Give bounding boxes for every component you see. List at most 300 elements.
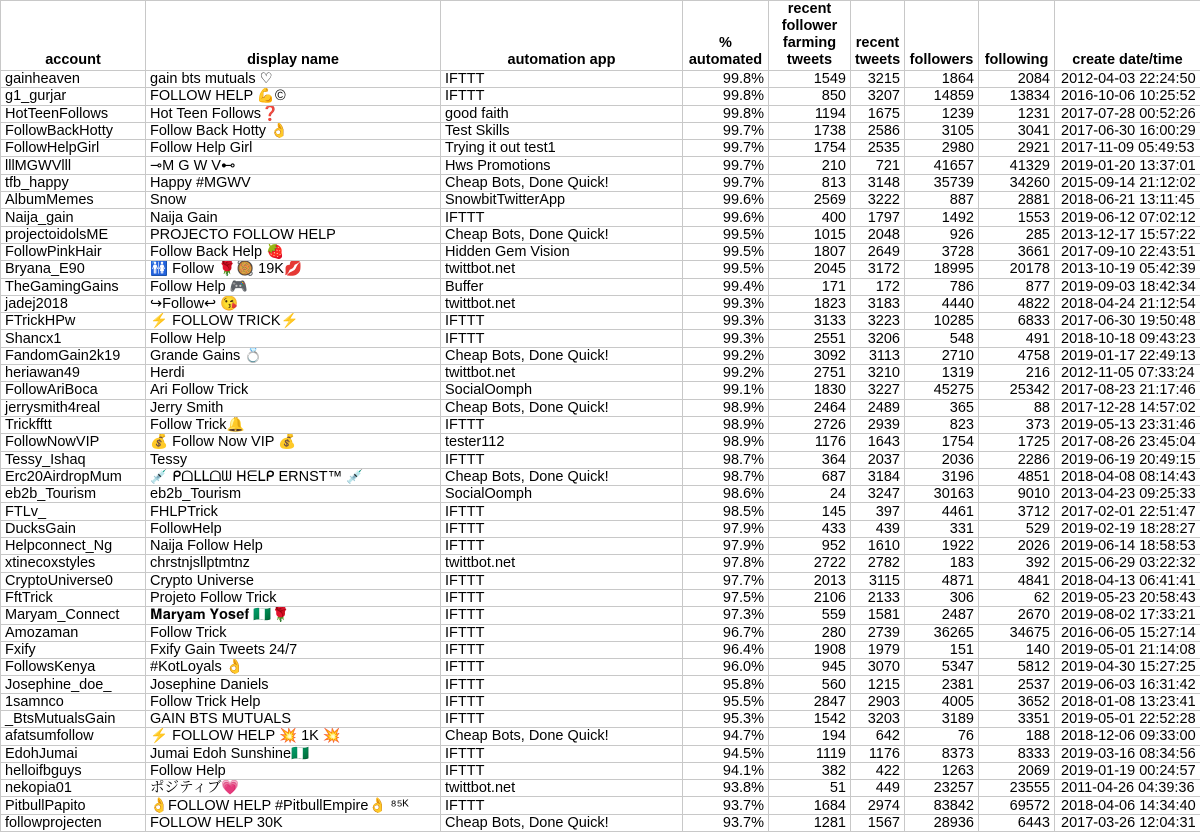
cell-automation-app: IFTTT [441,641,683,658]
cell-create-date: 2018-10-18 09:43:23 [1055,330,1200,347]
cell-recent-tweets: 3215 [851,71,905,88]
cell-account: _BtsMutualsGain [1,710,146,727]
cell-display-name: Herdi [146,365,441,382]
col-header-farming-tweets: recent follower farming tweets [769,1,851,71]
table-row [1,399,1200,416]
cell-percent-automated: 94.7% [683,728,769,745]
cell-following: 3712 [979,503,1055,520]
table-row [1,676,1200,693]
cell-followers: 548 [905,330,979,347]
cell-display-name: Snow [146,192,441,209]
cell-followers: 45275 [905,382,979,399]
cell-percent-automated: 99.2% [683,365,769,382]
cell-farming-tweets: 1754 [769,140,851,157]
cell-display-name: eb2b_Tourism [146,486,441,503]
cell-create-date: 2011-04-26 04:39:36 [1055,780,1200,797]
cell-recent-tweets: 439 [851,520,905,537]
cell-recent-tweets: 2939 [851,416,905,433]
cell-recent-tweets: 3070 [851,659,905,676]
cell-percent-automated: 98.9% [683,416,769,433]
cell-percent-automated: 97.7% [683,572,769,589]
cell-automation-app: IFTTT [441,624,683,641]
table-row [1,365,1200,382]
cell-followers: 926 [905,226,979,243]
cell-account: PitbullPapito [1,797,146,814]
cell-account: xtinecoxstyles [1,555,146,572]
cell-followers: 28936 [905,814,979,831]
cell-following: 3652 [979,693,1055,710]
cell-recent-tweets: 1176 [851,745,905,762]
cell-percent-automated: 97.9% [683,520,769,537]
cell-farming-tweets: 3133 [769,313,851,330]
cell-automation-app: Cheap Bots, Done Quick! [441,399,683,416]
cell-followers: 4871 [905,572,979,589]
cell-automation-app: IFTTT [441,330,683,347]
cell-recent-tweets: 1675 [851,105,905,122]
cell-percent-automated: 97.8% [683,555,769,572]
col-header-recent-tweets: recent tweets [851,1,905,71]
cell-following: 2026 [979,538,1055,555]
table-row [1,157,1200,174]
cell-create-date: 2017-07-28 00:52:26 [1055,105,1200,122]
cell-account: jerrysmith4real [1,399,146,416]
cell-automation-app: IFTTT [441,710,683,727]
cell-display-name: Crypto Universe [146,572,441,589]
cell-automation-app: IFTTT [441,416,683,433]
table-row [1,209,1200,226]
table-row [1,174,1200,191]
cell-recent-tweets: 3172 [851,261,905,278]
cell-following: 34675 [979,624,1055,641]
cell-display-name: Jumai Edoh Sunshine🇳🇬 [146,745,441,762]
table-row [1,641,1200,658]
cell-account: FTLv_ [1,503,146,520]
cell-farming-tweets: 2751 [769,365,851,382]
cell-recent-tweets: 2489 [851,399,905,416]
cell-following: 373 [979,416,1055,433]
cell-percent-automated: 95.8% [683,676,769,693]
cell-farming-tweets: 2013 [769,572,851,589]
cell-following: 285 [979,226,1055,243]
cell-farming-tweets: 1807 [769,243,851,260]
cell-recent-tweets: 721 [851,157,905,174]
cell-automation-app: Cheap Bots, Done Quick! [441,728,683,745]
cell-percent-automated: 99.5% [683,226,769,243]
cell-recent-tweets: 3210 [851,365,905,382]
cell-create-date: 2019-04-30 15:27:25 [1055,659,1200,676]
cell-automation-app: IFTTT [441,538,683,555]
cell-create-date: 2013-12-17 15:57:22 [1055,226,1200,243]
cell-following: 9010 [979,486,1055,503]
table-row [1,624,1200,641]
cell-recent-tweets: 1610 [851,538,905,555]
cell-followers: 4005 [905,693,979,710]
cell-account: Trickfftt [1,416,146,433]
cell-farming-tweets: 24 [769,486,851,503]
cell-automation-app: IFTTT [441,693,683,710]
cell-percent-automated: 95.5% [683,693,769,710]
cell-followers: 2036 [905,451,979,468]
cell-display-name: Follow Trick🔔 [146,416,441,433]
cell-display-name: #KotLoyals 👌 [146,659,441,676]
table-row [1,710,1200,727]
cell-display-name: Ari Follow Trick [146,382,441,399]
cell-following: 4822 [979,295,1055,312]
cell-followers: 3728 [905,243,979,260]
cell-account: afatsumfollow [1,728,146,745]
table-row [1,88,1200,105]
cell-percent-automated: 99.8% [683,71,769,88]
cell-following: 1231 [979,105,1055,122]
cell-display-name: ⚡ FOLLOW TRICK⚡ [146,313,441,330]
cell-farming-tweets: 1542 [769,710,851,727]
cell-recent-tweets: 2048 [851,226,905,243]
cell-farming-tweets: 171 [769,278,851,295]
cell-percent-automated: 97.5% [683,589,769,606]
cell-recent-tweets: 2739 [851,624,905,641]
cell-recent-tweets: 3206 [851,330,905,347]
cell-display-name: Follow Help 🎮 [146,278,441,295]
cell-farming-tweets: 1281 [769,814,851,831]
cell-percent-automated: 99.3% [683,295,769,312]
cell-recent-tweets: 1215 [851,676,905,693]
cell-account: jadej2018 [1,295,146,312]
cell-following: 2670 [979,607,1055,624]
cell-automation-app: IFTTT [441,762,683,779]
cell-account: DucksGain [1,520,146,537]
cell-following: 88 [979,399,1055,416]
cell-followers: 83842 [905,797,979,814]
cell-display-name: Follow Help Girl [146,140,441,157]
cell-farming-tweets: 382 [769,762,851,779]
cell-percent-automated: 99.6% [683,209,769,226]
cell-percent-automated: 99.7% [683,157,769,174]
cell-account: FollowAriBoca [1,382,146,399]
cell-display-name: Naija Gain [146,209,441,226]
cell-account: gainheaven [1,71,146,88]
cell-farming-tweets: 1119 [769,745,851,762]
cell-recent-tweets: 422 [851,762,905,779]
cell-account: 1samnco [1,693,146,710]
cell-create-date: 2017-12-28 14:57:02 [1055,399,1200,416]
cell-automation-app: IFTTT [441,676,683,693]
cell-following: 8333 [979,745,1055,762]
cell-following: 4758 [979,347,1055,364]
table-body [1,71,1200,832]
col-header-percent-automated: % automated [683,1,769,71]
cell-display-name: Hot Teen Follows❓ [146,105,441,122]
cell-followers: 2980 [905,140,979,157]
cell-account: TheGamingGains [1,278,146,295]
cell-account: heriawan49 [1,365,146,382]
cell-create-date: 2018-04-13 06:41:41 [1055,572,1200,589]
cell-automation-app: Cheap Bots, Done Quick! [441,468,683,485]
cell-automation-app: IFTTT [441,451,683,468]
cell-account: Bryana_E90 [1,261,146,278]
table-row [1,192,1200,209]
table-row [1,105,1200,122]
cell-following: 6443 [979,814,1055,831]
cell-create-date: 2017-02-01 22:51:47 [1055,503,1200,520]
cell-following: 62 [979,589,1055,606]
cell-farming-tweets: 2045 [769,261,851,278]
cell-followers: 306 [905,589,979,606]
table-row [1,693,1200,710]
cell-percent-automated: 93.7% [683,797,769,814]
cell-followers: 76 [905,728,979,745]
cell-display-name: Fxify Gain Tweets 24/7 [146,641,441,658]
cell-following: 188 [979,728,1055,745]
cell-account: Fxify [1,641,146,658]
table-row [1,780,1200,797]
cell-create-date: 2016-10-06 10:25:52 [1055,88,1200,105]
cell-farming-tweets: 1830 [769,382,851,399]
cell-followers: 786 [905,278,979,295]
cell-recent-tweets: 3148 [851,174,905,191]
table-row [1,347,1200,364]
cell-following: 140 [979,641,1055,658]
cell-recent-tweets: 3222 [851,192,905,209]
cell-farming-tweets: 2464 [769,399,851,416]
cell-automation-app: Buffer [441,278,683,295]
cell-automation-app: Hidden Gem Vision [441,243,683,260]
cell-automation-app: tester112 [441,434,683,451]
cell-farming-tweets: 1684 [769,797,851,814]
cell-recent-tweets: 2133 [851,589,905,606]
cell-create-date: 2017-11-09 05:49:53 [1055,140,1200,157]
cell-create-date: 2018-06-21 13:11:45 [1055,192,1200,209]
cell-display-name: chrstnjsllptmtnz [146,555,441,572]
cell-account: helloifbguys [1,762,146,779]
cell-following: 529 [979,520,1055,537]
cell-display-name: Grande Gains 💍 [146,347,441,364]
cell-farming-tweets: 2106 [769,589,851,606]
table-row [1,140,1200,157]
cell-farming-tweets: 1738 [769,122,851,139]
cell-followers: 36265 [905,624,979,641]
cell-farming-tweets: 952 [769,538,851,555]
cell-create-date: 2019-01-17 22:49:13 [1055,347,1200,364]
cell-display-name: Follow Help [146,762,441,779]
cell-account: followprojecten [1,814,146,831]
cell-automation-app: SnowbitTwitterApp [441,192,683,209]
cell-following: 1725 [979,434,1055,451]
cell-farming-tweets: 945 [769,659,851,676]
cell-create-date: 2019-05-23 20:58:43 [1055,589,1200,606]
cell-followers: 41657 [905,157,979,174]
cell-automation-app: SocialOomph [441,382,683,399]
cell-followers: 365 [905,399,979,416]
cell-create-date: 2019-01-19 00:24:57 [1055,762,1200,779]
table-row [1,416,1200,433]
cell-account: FollowsKenya [1,659,146,676]
cell-percent-automated: 99.2% [683,347,769,364]
cell-followers: 4440 [905,295,979,312]
table-row [1,243,1200,260]
cell-farming-tweets: 145 [769,503,851,520]
cell-following: 216 [979,365,1055,382]
cell-display-name: Josephine Daniels [146,676,441,693]
cell-display-name: ⚡ FOLLOW HELP 💥 1K 💥 [146,728,441,745]
cell-automation-app: IFTTT [441,659,683,676]
cell-recent-tweets: 2903 [851,693,905,710]
cell-percent-automated: 99.7% [683,174,769,191]
cell-recent-tweets: 3184 [851,468,905,485]
cell-account: eb2b_Tourism [1,486,146,503]
cell-account: FollowHelpGirl [1,140,146,157]
cell-percent-automated: 98.7% [683,468,769,485]
cell-recent-tweets: 2586 [851,122,905,139]
cell-display-name: Projeto Follow Trick [146,589,441,606]
cell-percent-automated: 98.9% [683,399,769,416]
cell-percent-automated: 97.3% [683,607,769,624]
cell-account: projectoidolsME [1,226,146,243]
cell-automation-app: Cheap Bots, Done Quick! [441,226,683,243]
cell-followers: 1754 [905,434,979,451]
cell-followers: 1864 [905,71,979,88]
cell-following: 2881 [979,192,1055,209]
cell-create-date: 2019-09-03 18:42:34 [1055,278,1200,295]
cell-recent-tweets: 3207 [851,88,905,105]
cell-farming-tweets: 280 [769,624,851,641]
cell-create-date: 2019-06-19 20:49:15 [1055,451,1200,468]
cell-account: Helpconnect_Ng [1,538,146,555]
col-header-account: account [1,1,146,71]
cell-percent-automated: 95.3% [683,710,769,727]
cell-following: 2537 [979,676,1055,693]
cell-create-date: 2017-09-10 22:43:51 [1055,243,1200,260]
cell-create-date: 2019-08-02 17:33:21 [1055,607,1200,624]
cell-account: EdohJumai [1,745,146,762]
table-row [1,555,1200,572]
cell-farming-tweets: 560 [769,676,851,693]
table-row [1,278,1200,295]
cell-create-date: 2017-03-26 12:04:31 [1055,814,1200,831]
cell-followers: 3105 [905,122,979,139]
cell-create-date: 2018-04-08 08:14:43 [1055,468,1200,485]
cell-account: Amozaman [1,624,146,641]
cell-create-date: 2019-05-01 22:52:28 [1055,710,1200,727]
cell-farming-tweets: 850 [769,88,851,105]
cell-following: 41329 [979,157,1055,174]
cell-automation-app: IFTTT [441,520,683,537]
cell-display-name: FHLPTrick [146,503,441,520]
cell-followers: 8373 [905,745,979,762]
table-row [1,330,1200,347]
cell-automation-app: Hws Promotions [441,157,683,174]
cell-recent-tweets: 3183 [851,295,905,312]
table-row [1,572,1200,589]
cell-farming-tweets: 194 [769,728,851,745]
cell-display-name: Naija Follow Help [146,538,441,555]
cell-display-name: FollowHelp [146,520,441,537]
cell-automation-app: IFTTT [441,503,683,520]
cell-following: 2084 [979,71,1055,88]
cell-automation-app: IFTTT [441,209,683,226]
cell-followers: 35739 [905,174,979,191]
table-row [1,538,1200,555]
cell-farming-tweets: 210 [769,157,851,174]
cell-percent-automated: 99.3% [683,330,769,347]
cell-farming-tweets: 2569 [769,192,851,209]
cell-farming-tweets: 2847 [769,693,851,710]
col-header-following: following [979,1,1055,71]
cell-create-date: 2015-09-14 21:12:02 [1055,174,1200,191]
cell-followers: 3189 [905,710,979,727]
cell-account: AlbumMemes [1,192,146,209]
cell-create-date: 2019-01-20 13:37:01 [1055,157,1200,174]
table-row [1,122,1200,139]
cell-farming-tweets: 433 [769,520,851,537]
cell-followers: 1263 [905,762,979,779]
cell-create-date: 2013-04-23 09:25:33 [1055,486,1200,503]
cell-percent-automated: 99.8% [683,88,769,105]
cell-display-name: FOLLOW HELP 💪© [146,88,441,105]
cell-automation-app: IFTTT [441,607,683,624]
cell-farming-tweets: 1015 [769,226,851,243]
cell-automation-app: twittbot.net [441,365,683,382]
cell-followers: 823 [905,416,979,433]
cell-automation-app: IFTTT [441,745,683,762]
cell-following: 2069 [979,762,1055,779]
cell-following: 3351 [979,710,1055,727]
cell-automation-app: Cheap Bots, Done Quick! [441,814,683,831]
cell-following: 25342 [979,382,1055,399]
cell-create-date: 2017-08-23 21:17:46 [1055,382,1200,399]
cell-account: FollowBackHotty [1,122,146,139]
cell-percent-automated: 94.1% [683,762,769,779]
col-header-display-name: display name [146,1,441,71]
cell-following: 491 [979,330,1055,347]
cell-followers: 10285 [905,313,979,330]
cell-followers: 3196 [905,468,979,485]
cell-create-date: 2017-06-30 19:50:48 [1055,313,1200,330]
cell-percent-automated: 99.3% [683,313,769,330]
cell-percent-automated: 93.7% [683,814,769,831]
cell-percent-automated: 98.6% [683,486,769,503]
cell-create-date: 2018-12-06 09:33:00 [1055,728,1200,745]
cell-following: 392 [979,555,1055,572]
cell-account: Erc20AirdropMum [1,468,146,485]
cell-recent-tweets: 3227 [851,382,905,399]
cell-recent-tweets: 1979 [851,641,905,658]
col-header-create-date: create date/time [1055,1,1200,71]
cell-recent-tweets: 1581 [851,607,905,624]
cell-farming-tweets: 813 [769,174,851,191]
table-row [1,382,1200,399]
cell-display-name: Happy #MGWV [146,174,441,191]
cell-account: FandomGain2k19 [1,347,146,364]
cell-automation-app: Trying it out test1 [441,140,683,157]
cell-followers: 30163 [905,486,979,503]
cell-following: 877 [979,278,1055,295]
table-row [1,728,1200,745]
cell-followers: 23257 [905,780,979,797]
cell-farming-tweets: 1823 [769,295,851,312]
cell-account: g1_gurjar [1,88,146,105]
cell-create-date: 2019-02-19 18:28:27 [1055,520,1200,537]
cell-account: FollowPinkHair [1,243,146,260]
cell-automation-app: twittbot.net [441,261,683,278]
cell-followers: 5347 [905,659,979,676]
cell-account: Tessy_Ishaq [1,451,146,468]
cell-percent-automated: 93.8% [683,780,769,797]
cell-display-name: Follow Back Help 🍓 [146,243,441,260]
cell-automation-app: IFTTT [441,71,683,88]
cell-percent-automated: 97.9% [683,538,769,555]
cell-automation-app: twittbot.net [441,780,683,797]
cell-percent-automated: 99.4% [683,278,769,295]
